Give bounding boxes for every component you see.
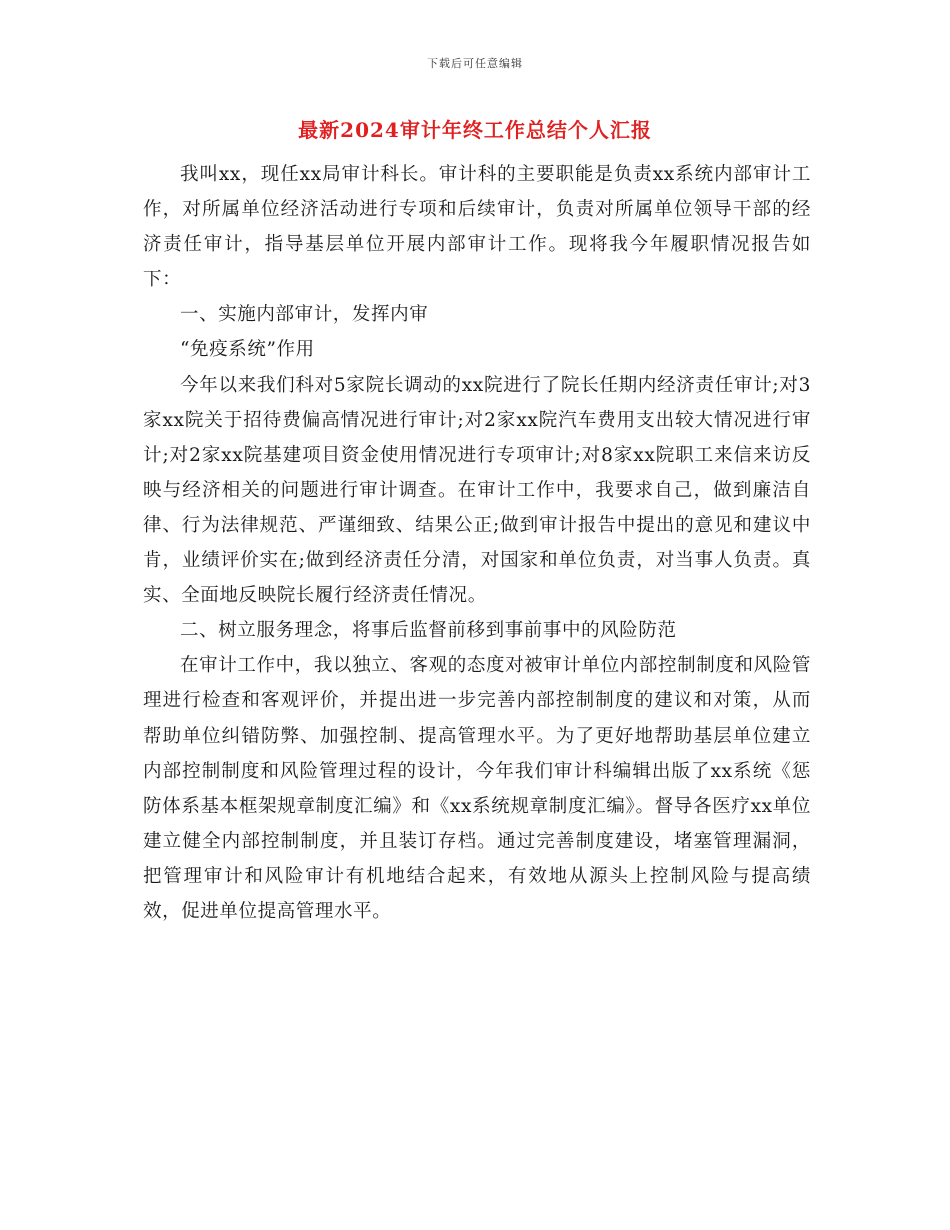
document-body <box>143 157 811 929</box>
section-one-paragraph: 今年以来我们科对5家院长调动的xx院进行了院长任期内经济责任审计;对3家xx院关于招待费偏高情况进行审计;对2家xx院汽车费用支出较大情况进行审计;对2家xx院基建项目资金使用情况进行专项审计;对8家xx院职工来信来访反映与经济相关的问题进行审计调查。在审计工作中，我要求自己，做到廉洁自律、行为法律规范、严谨细致、结果公正;做到审计报告中提出的意见和建议中肯，业绩评价实在;做到经济责任分清，对国家和单位负责，对当事人负责。真实、全面地反映院长履行经济责任情况。 <box>143 374 811 607</box>
section-one-heading: 一、实施内部审计，发挥内审 <box>180 304 429 326</box>
header-note: 下载后可任意编辑 <box>427 57 523 70</box>
section-one-heading-continued: “免疫系统”作用 <box>180 339 315 361</box>
intro-paragraph: 我叫xx，现任xx局审计科长。审计科的主要职能是负责xx系统内部审计工作，对所属单位经济活动进行专项和后续审计，负责对所属单位领导干部的经济责任审计，指导基层单位开展内部审计工作。现将我今年履职情况报告如下： <box>143 164 811 291</box>
section-two-heading: 二、树立服务理念，将事后监督前移到事前事中的风险防范 <box>180 620 677 642</box>
document-title: 最新2024审计年终工作总结个人汇报 <box>298 118 652 142</box>
section-two-paragraph: 在审计工作中，我以独立、客观的态度对被审计单位内部控制制度和风险管理进行检查和客观评价，并提出进一步完善内部控制制度的建议和对策，从而帮助单位纠错防弊、加强控制、提高管理水平。为了更好地帮助基层单位建立内部控制制度和风险管理过程的设计，今年我们审计科编辑出版了xx系统《惩防体系基本框架规章制度汇编》和《xx系统规章制度汇编》。督导各医疗xx单位建立健全内部控制制度，并且装订存档。通过完善制度建设，堵塞管理漏洞，把管理审计和风险审计有机地结合起来，有效地从源头上控制风险与提高绩效，促进单位提高管理水平。 <box>143 655 811 922</box>
